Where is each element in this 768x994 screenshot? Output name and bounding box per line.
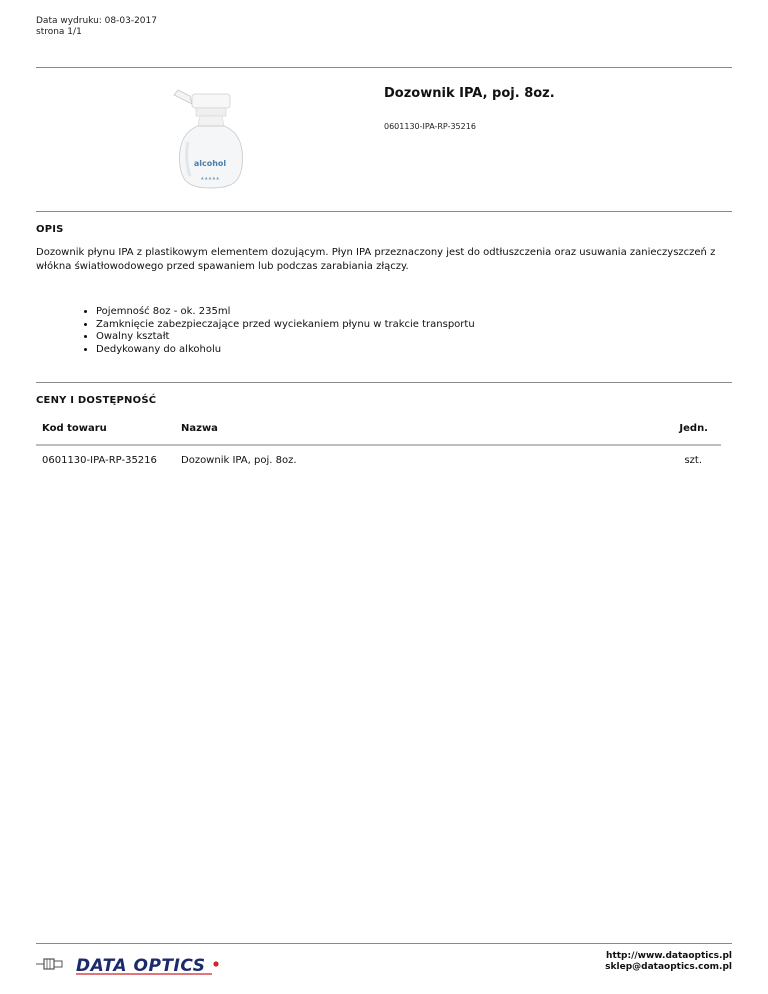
footer-divider xyxy=(36,943,732,944)
website-link[interactable]: http://www.dataoptics.pl xyxy=(606,951,732,961)
print-info xyxy=(36,16,157,38)
contact-info xyxy=(605,951,732,973)
logo-text: DATA OPTICS xyxy=(76,956,206,976)
pricing-heading: CENY I DOSTĘPNOŚĆ xyxy=(36,395,157,406)
product-image xyxy=(130,86,280,194)
company-logo xyxy=(36,948,226,976)
description-text: Dozownik płynu IPA z plastikowym elementem dozującym. Płyn IPA przeznaczony jest do odtłuszczenia oraz usuwania zanieczyszczeń z włókna światłowodowego przed spawaniem lub podczas zarabiania złączy. xyxy=(36,247,716,272)
column-header-name: Nazwa xyxy=(181,423,218,434)
svg-text:▲ ▲ ▲ ▲ ▲: ▲ ▲ ▲ ▲ ▲ xyxy=(201,176,219,180)
product-code: 0601130-IPA-RP-35216 xyxy=(384,122,476,131)
section-divider xyxy=(36,211,732,212)
bottle-label: alcohol xyxy=(193,159,227,168)
table-header-divider xyxy=(36,444,721,446)
description-heading: OPIS xyxy=(36,224,64,235)
print-date: Data wydruku: 08-03-2017 xyxy=(36,16,157,26)
email-link[interactable]: sklep@dataoptics.com.pl xyxy=(605,962,732,972)
fiber-connector-icon xyxy=(36,959,62,969)
feature-item: • Pojemność 8oz - ok. 235ml xyxy=(96,306,475,319)
feature-list xyxy=(36,306,475,356)
header-divider xyxy=(36,67,732,68)
column-header-unit: Jedn. xyxy=(679,423,708,434)
page-number: strona 1/1 xyxy=(36,27,82,37)
feature-item: • Owalny kształt xyxy=(96,331,475,344)
section-divider xyxy=(36,382,732,383)
product-title: Dozownik IPA, poj. 8oz. xyxy=(384,86,555,101)
cell-unit: szt. xyxy=(684,455,702,466)
feature-item: • Dedykowany do alkoholu xyxy=(96,344,475,357)
column-header-code: Kod towaru xyxy=(42,423,107,434)
feature-item: • Zamknięcie zabezpieczające przed wyciekaniem płynu w trakcie transportu xyxy=(96,319,475,332)
cell-name: Dozownik IPA, poj. 8oz. xyxy=(181,455,297,466)
cell-code: 0601130-IPA-RP-35216 xyxy=(42,455,157,466)
